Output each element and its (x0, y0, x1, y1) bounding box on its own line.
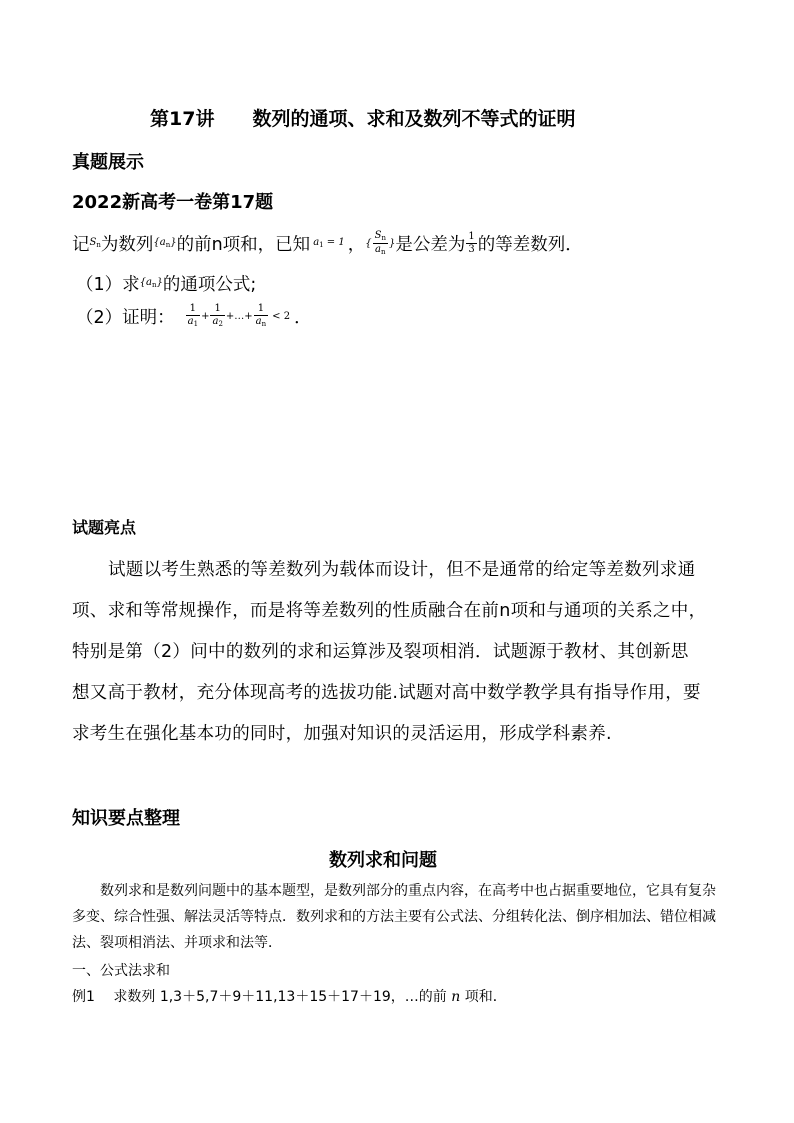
question-2-text: 证明： (122, 307, 175, 328)
problem-text-5: 是公差为 (395, 234, 466, 255)
question-2-end: ． (294, 307, 312, 328)
page-title: 第17讲 数列的通项、求和及数列不等式的证明 (150, 108, 576, 130)
q2-inequality: $\frac{1}{a_1}$ + $\frac{1}{a_2}$ +…+ $\frac{1}{a_n}$ < 2 (187, 303, 291, 328)
question-1-text: 求 (122, 274, 140, 295)
question-1 (76, 270, 256, 296)
knowledge-line: 多变、综合性强、解法灵活等特点．数列求和的方法主要有公式法、分组转化法、倒序相加法、错位相减 (72, 909, 716, 925)
problem-text-2: 为数列 (100, 234, 154, 255)
knowledge-line: 数列求和是数列问题中的基本题型，是数列部分的重点内容，在高考中也占据重要地位，它具有复杂 (100, 883, 716, 899)
highlights-line: 求考生在强化基本功的同时，加强对知识的灵活运用，形成学科素养. (72, 724, 612, 744)
highlights-line: 想又高于教材，充分体现高考的选拔功能.试题对高中数学教学具有指导作用，要 (72, 683, 701, 703)
highlights-heading: 试题亮点 (72, 518, 137, 537)
problem-text-1: 记 (72, 234, 90, 255)
q1-an-set: $\{a_n\}$ (139, 277, 163, 289)
method-heading-formula: 一、公式法求和 (72, 963, 170, 979)
example-n: n (451, 989, 461, 1005)
an-set-symbol: $\{a_n\}$ (153, 237, 177, 249)
knowledge-heading: 知识要点整理 (72, 808, 180, 829)
exam-heading: 2022新高考一卷第17题 (72, 192, 274, 213)
example-text: 求数列 1,3＋5,7＋9＋11,13＋15＋17＋19，…的前 (113, 989, 452, 1005)
section-heading-zhenti: 真题展示 (72, 152, 144, 173)
highlights-line: 项、求和等常规操作，而是将等差数列的性质融合在前n项和与通项的关系之中， (72, 601, 707, 621)
sn-over-an-set: { $\frac{S_n}{a_n}$ } (365, 229, 396, 256)
knowledge-subtitle: 数列求和问题 (329, 850, 437, 871)
question-1-label: （1） (76, 274, 123, 295)
a1-condition: $a_1 = 1$ (313, 237, 345, 249)
sn-symbol: $S_n$ (89, 237, 101, 249)
example-1 (72, 986, 507, 1006)
example-text-2: 项和． (460, 989, 507, 1005)
knowledge-line: 法、裂项相消法、并项求和法等． (72, 935, 282, 951)
problem-text-6: 的等差数列． (477, 234, 583, 255)
problem-text-3: 的前n项和，已知 (176, 234, 311, 255)
question-1-text-2: 的通项公式; (162, 274, 257, 295)
problem-statement (72, 223, 583, 263)
problem-text-4: ， (347, 234, 366, 255)
highlights-line: 特别是第（2）问中的数列的求和运算涉及裂项相消．试题源于教材、其创新思 (72, 642, 689, 662)
question-2-label: （2） (76, 307, 123, 328)
highlights-line: 试题以考生熟悉的等差数列为载体而设计，但不是通常的给定等差数列求通 (108, 560, 696, 580)
example-label: 例1 (72, 989, 95, 1005)
question-2 (76, 296, 312, 336)
common-difference-fraction: $\frac{1}{3}$ (468, 230, 475, 255)
